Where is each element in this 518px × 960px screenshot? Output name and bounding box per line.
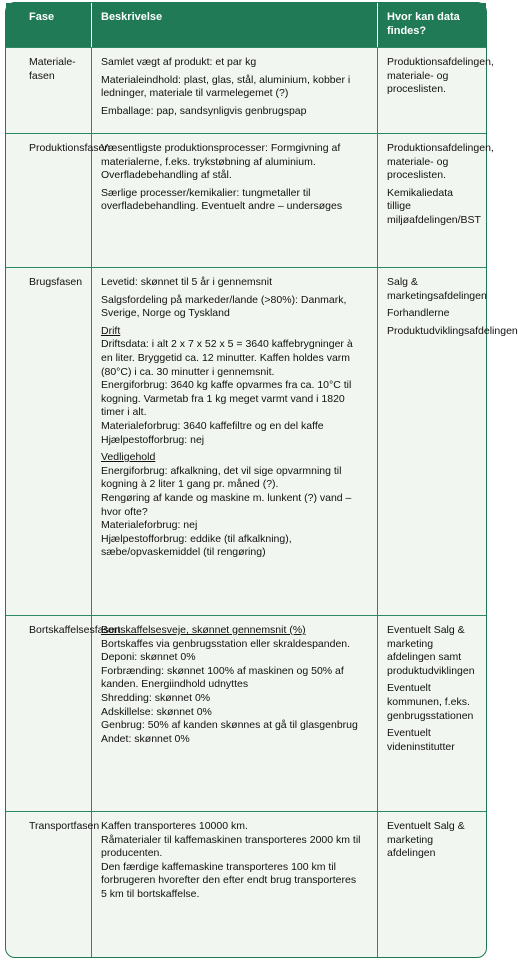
source-line: Salg & marketingsafdelingen xyxy=(387,276,487,302)
description-line: Genbrug: 50% af kanden skønnes at gå til glasgenbrug xyxy=(101,719,358,732)
description-cell xyxy=(101,142,363,218)
description-line: Rengøring af kande og maskine m. lunkent (?) vand – hvor ofte? xyxy=(101,491,352,518)
table-row-produktion xyxy=(6,133,494,268)
source-cell xyxy=(387,624,479,758)
description-cell xyxy=(101,56,363,122)
description-line: Samlet vægt af produkt: et par kg xyxy=(101,56,257,68)
lifecycle-table xyxy=(5,2,518,958)
description-cell xyxy=(101,276,363,560)
description-line: Salgsfordeling på markeder/lande (>80%): Danmark, Sverige, Norge og Tyskland xyxy=(101,293,347,320)
source-cell xyxy=(387,142,494,232)
description-line: Materialeforbrug: 3640 kaffefiltre og en del kaffe xyxy=(101,419,324,432)
fase-cell: Brugsfasen xyxy=(29,276,83,288)
subsection-title-vedligehold: Vedligehold xyxy=(101,451,156,464)
subsection-title-bortskaffelsesveje: Bortskaffelsesveje, skønnet gennemsnit (%) xyxy=(101,624,306,636)
description-line: Levetid: skønnet til 5 år i gennemsnit xyxy=(101,276,273,288)
table-row-brug xyxy=(6,267,518,616)
source-line: Forhandlerne xyxy=(387,307,450,320)
source-line: Eventuelt Salg & marketing afdelingen samt produktudviklingen xyxy=(387,624,475,677)
subsection-title-drift: Drift xyxy=(101,324,121,337)
description-cell xyxy=(101,820,363,902)
description-line: Den færdige kaffemaskine transporteres 100 km til forbrugeren hvorefter den efter endt brug transporteres 5 km til bortskaffelse. xyxy=(101,860,357,900)
description-line: Andet: skønnet 0% xyxy=(101,732,190,745)
source-cell xyxy=(387,820,479,865)
source-line: Eventuelt videninstitutter xyxy=(387,727,455,753)
description-line: Bortskaffes via genbrugsstation eller skraldespanden. xyxy=(101,637,351,650)
source-line: Produktionsafdelingen, materiale- og proceslisten. xyxy=(387,56,494,96)
description-line: Materialeforbrug: nej xyxy=(101,519,198,532)
table-row-transport xyxy=(6,811,486,958)
source-cell xyxy=(387,276,518,342)
description-line: Særlige processer/kemikalier: tungmetaller til overfladebehandling. Eventuelt andre – undersøges xyxy=(101,186,343,213)
description-line: Shredding: skønnet 0% xyxy=(101,691,211,704)
header-fase: Fase xyxy=(29,11,55,23)
source-line: Eventuelt kommunen, f.eks. genbrugsstationen xyxy=(387,682,474,722)
fase-cell: Bortskaffelsesfasen xyxy=(29,624,121,636)
description-line: Råmaterialer til kaffemaskinen transporteres 2000 km til producenten. xyxy=(101,833,361,860)
description-line: Deponi: skønnet 0% xyxy=(101,651,196,664)
description-cell xyxy=(101,624,363,746)
description-line: Hjælpestofforbrug: eddike (til afkalkning), sæbe/opvaskemiddel (til rengøring) xyxy=(101,532,292,559)
fase-cell: Produktionsfasen xyxy=(29,142,111,154)
header-hvor: Hvor kan data findes? xyxy=(387,11,460,37)
description-line: Kaffen transporteres 10000 km. xyxy=(101,820,248,832)
description-line: Forbrænding: skønnet 100% af maskinen og 50% af kanden. Energiindhold udnyttes xyxy=(101,664,344,691)
source-cell xyxy=(387,56,494,101)
description-line: Væsentligste produktionsprocesser: Formgivning af materialerne, f.eks. trykstøbning af aluminium. Overfladebehandling af stål. xyxy=(101,142,341,182)
description-line: Emballage: pap, sandsynligvis genbrugspap xyxy=(101,104,307,117)
source-line: Eventuelt Salg & marketing afdelingen xyxy=(387,820,465,860)
source-line: Produktudviklingsafdelingen xyxy=(387,324,518,337)
description-line: Driftsdata: i alt 2 x 7 x 52 x 5 = 3640 kaffebrygninger à en liter. Bryggetid ca. 12 minutter. Kaffen holdes varm (80°C) i ca. 30 minutter i gennemsnit. xyxy=(101,338,353,378)
table-row-bortskaf xyxy=(6,615,486,812)
source-line: Produktionsafdelingen, materiale- og proceslisten. xyxy=(387,142,494,182)
description-line: Adskillelse: skønnet 0% xyxy=(101,705,212,718)
table-row-materiale xyxy=(6,47,494,134)
description-line: Energiforbrug: afkalkning, det vil sige opvarmning til kogning à 2 liter 1 gang pr. måned (?). xyxy=(101,464,342,491)
description-line: Energiforbrug: 3640 kg kaffe opvarmes fra ca. 10°C til kogning. Varmetab fra 1 kg meget varmt vand i 1820 timer i alt. xyxy=(101,379,352,419)
description-line: Materialeindhold: plast, glas, stål, aluminium, kobber i ledninger, materiale til varmelegemet (?) xyxy=(101,73,351,100)
header-divider xyxy=(91,3,92,47)
header-beskrivelse: Beskrivelse xyxy=(101,11,163,23)
header-divider xyxy=(377,3,378,47)
table-header xyxy=(6,3,486,47)
fase-cell: Transportfasen xyxy=(29,820,100,832)
source-line: Kemikaliedata tillige miljøafdelingen/BST xyxy=(387,186,481,226)
description-line: Hjælpestofforbrug: nej xyxy=(101,433,205,446)
fase-cell: Materiale-fasen xyxy=(29,56,76,82)
